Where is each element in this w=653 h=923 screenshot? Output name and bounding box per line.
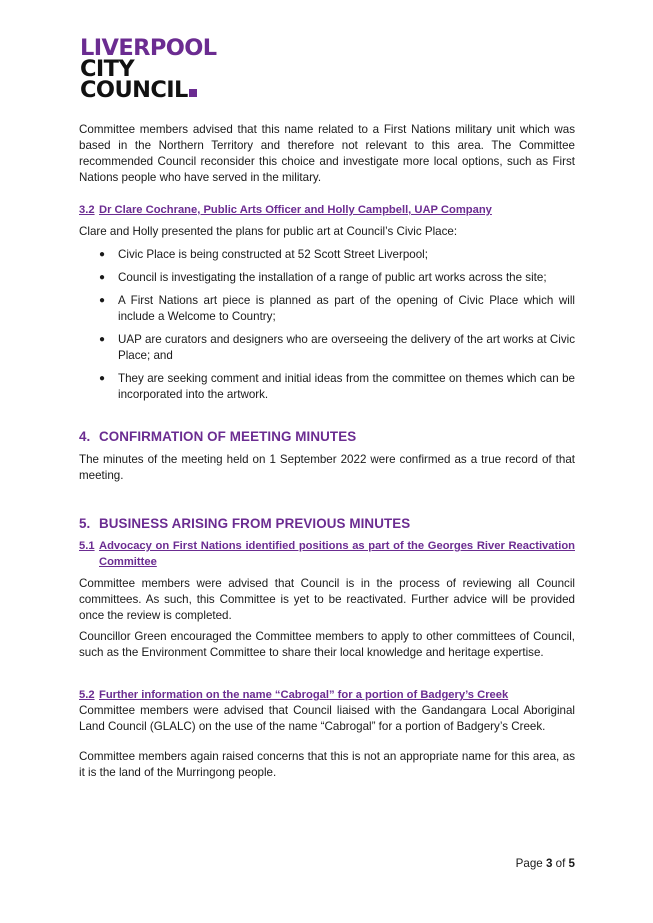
bullet-icon: ● bbox=[99, 249, 106, 260]
page-number-footer bbox=[516, 857, 575, 870]
item-5-1-paragraph-1: Committee members were advised that Council is in the process of reviewing all Council committees. As such, this Committee is yet to be reactivated. Further advice will be provided once the review is completed. bbox=[79, 577, 575, 622]
of-word: of bbox=[555, 857, 566, 870]
list-item-text: UAP are curators and designers who are overseeing the delivery of the art works at Civic Place; and bbox=[118, 333, 575, 362]
bullet-icon: ● bbox=[99, 295, 106, 306]
liverpool-city-council-logo bbox=[80, 35, 217, 103]
bullet-icon: ● bbox=[99, 373, 106, 384]
list-item-text: They are seeking comment and initial ideas from the committee on themes which can be incorporated into the artwork. bbox=[118, 372, 575, 401]
list-item bbox=[79, 371, 575, 403]
section-4-title: CONFIRMATION OF MEETING MINUTES bbox=[99, 429, 357, 444]
section-5-number: 5. bbox=[79, 516, 91, 531]
item-3-2-lead: Clare and Holly presented the plans for public art at Council’s Civic Place: bbox=[79, 225, 458, 238]
item-3-2-title: Dr Clare Cochrane, Public Arts Officer and Holly Campbell, UAP Company bbox=[99, 204, 492, 216]
logo-line-1: LIVERPOOL bbox=[80, 35, 217, 61]
current-page-number: 3 bbox=[545, 857, 553, 870]
logo-dot-icon bbox=[189, 89, 197, 97]
item-3-2-number: 3.2 bbox=[79, 204, 95, 216]
document-body bbox=[79, 122, 575, 781]
list-item bbox=[79, 270, 575, 286]
section-5-heading bbox=[79, 515, 575, 533]
page-word: Page bbox=[515, 857, 543, 870]
section-5-title: BUSINESS ARISING FROM PREVIOUS MINUTES bbox=[99, 516, 411, 531]
logo-line-2: CITY bbox=[80, 56, 135, 82]
section-4-number: 4. bbox=[79, 429, 91, 444]
item-5-2-paragraph-2: Committee members again raised concerns that this is not an appropriate name for this area, as it is the land of the Murringong people. bbox=[79, 750, 575, 779]
list-item bbox=[79, 247, 575, 263]
list-item bbox=[79, 293, 575, 325]
section-4-body: The minutes of the meeting held on 1 September 2022 were confirmed as a true record of that meeting. bbox=[79, 453, 575, 482]
item-5-2-paragraph-1: Committee members were advised that Council liaised with the Gandangara Local Aboriginal Land Council (GLALC) on the use of the name “Cabrogal” for a portion of Badgery’s Creek. bbox=[79, 704, 575, 733]
item-3-2-heading bbox=[79, 202, 575, 218]
list-item-text: Council is investigating the installation of a range of public art works across the site; bbox=[118, 271, 547, 284]
item-5-2-heading bbox=[79, 687, 575, 703]
total-page-count: 5 bbox=[568, 857, 575, 870]
list-item bbox=[79, 332, 575, 364]
item-5-1-title: Advocacy on First Nations identified positions as part of the Georges River Reactivation Committee bbox=[99, 540, 575, 568]
item-5-1-paragraph-2: Councillor Green encouraged the Committee members to apply to other committees of Council, such as the Environment Committee to share their local knowledge and heritage expertise. bbox=[79, 630, 575, 659]
item-5-1-heading bbox=[79, 538, 575, 570]
item-5-2-title: Further information on the name “Cabrogal” for a portion of Badgery’s Creek bbox=[99, 689, 509, 701]
item-5-2-number: 5.2 bbox=[79, 689, 95, 701]
logo-line-3 bbox=[80, 77, 217, 103]
intro-paragraph: Committee members advised that this name related to a First Nations military unit which was based in the Northern Territory and therefore not relevant to this area. The Committee recommended Council reconsider this choice and investigate more local options, such as First Nations people who have served in the military. bbox=[79, 123, 575, 184]
list-item-text: A First Nations art piece is planned as part of the opening of Civic Place which will include a Welcome to Country; bbox=[118, 294, 575, 323]
logo-line-3-text: COUNCIL bbox=[80, 77, 188, 103]
section-4-heading bbox=[79, 428, 575, 446]
item-3-2-bullet-list bbox=[79, 247, 575, 403]
bullet-icon: ● bbox=[99, 334, 106, 345]
list-item-text: Civic Place is being constructed at 52 Scott Street Liverpool; bbox=[118, 248, 428, 261]
bullet-icon: ● bbox=[99, 272, 106, 283]
item-5-1-number: 5.1 bbox=[79, 540, 95, 552]
